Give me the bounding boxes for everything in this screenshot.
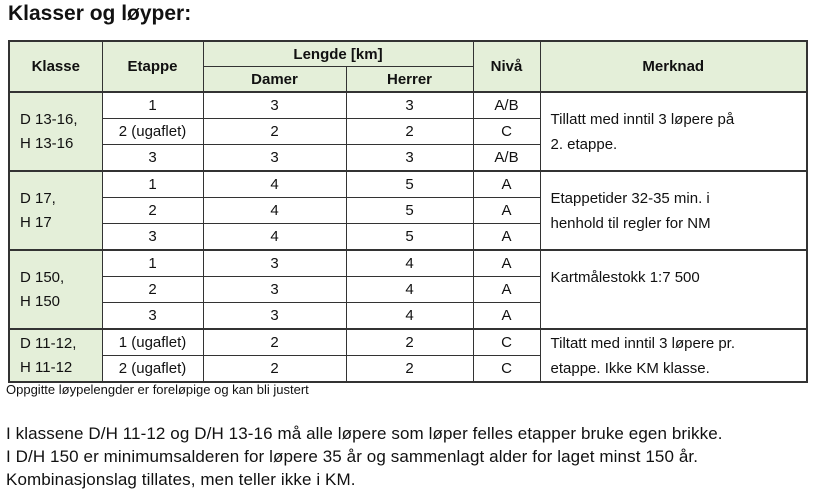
etappe-cell: 2 xyxy=(102,198,203,224)
herrer-cell: 2 xyxy=(346,329,473,356)
info-line: I D/H 150 er minimumsalderen for løpere 35 år og sammenlagt alder for laget minst 150 år. xyxy=(6,447,699,466)
klasse-line: H 17 xyxy=(20,213,52,231)
herrer-cell: 3 xyxy=(346,92,473,119)
damer-cell: 3 xyxy=(203,277,346,303)
header-herrer: Herrer xyxy=(346,67,473,93)
klasse-cell xyxy=(9,171,102,250)
header-niva: Nivå xyxy=(473,41,540,92)
niva-cell: C xyxy=(473,329,540,356)
footnote: Oppgitte løypelengder er foreløpige og kan bli justert xyxy=(6,382,309,397)
klasse-line: D 17, xyxy=(20,189,56,207)
damer-cell: 3 xyxy=(203,303,346,330)
niva-cell: A xyxy=(473,198,540,224)
info-paragraph xyxy=(6,422,723,491)
etappe-cell: 2 (ugaflet) xyxy=(102,119,203,145)
herrer-cell: 4 xyxy=(346,250,473,277)
merknad-line: henhold til regler for NM xyxy=(550,214,711,232)
klasse-cell xyxy=(9,250,102,329)
info-line: I klassene D/H 11-12 og D/H 13-16 må alle løpere som løper felles etapper bruke egen brikke. xyxy=(6,424,723,443)
etappe-cell: 1 xyxy=(102,250,203,277)
etappe-cell: 2 (ugaflet) xyxy=(102,356,203,383)
damer-cell: 4 xyxy=(203,171,346,198)
klasse-line: D 150, xyxy=(20,268,65,286)
table-row xyxy=(9,329,807,356)
herrer-cell: 2 xyxy=(346,356,473,383)
niva-cell: A xyxy=(473,303,540,330)
etappe-cell: 1 xyxy=(102,171,203,198)
merknad-cell xyxy=(540,250,807,329)
damer-cell: 4 xyxy=(203,224,346,251)
info-line: Kombinasjonslag tillates, men teller ikke i KM. xyxy=(6,470,356,489)
merknad-line: Tillatt med inntil 3 løpere på xyxy=(550,110,735,128)
merknad-line: Kartmålestokk 1:7 500 xyxy=(550,269,700,286)
klasse-cell xyxy=(9,92,102,171)
damer-cell: 2 xyxy=(203,119,346,145)
table-row xyxy=(9,171,807,198)
header-etappe: Etappe xyxy=(102,41,203,92)
niva-cell: C xyxy=(473,119,540,145)
damer-cell: 4 xyxy=(203,198,346,224)
table-row xyxy=(9,92,807,119)
herrer-cell: 5 xyxy=(346,198,473,224)
herrer-cell: 2 xyxy=(346,119,473,145)
klasse-cell xyxy=(9,329,102,382)
damer-cell: 3 xyxy=(203,145,346,172)
herrer-cell: 4 xyxy=(346,277,473,303)
niva-cell: A xyxy=(473,277,540,303)
klasse-line: H 11-12 xyxy=(20,358,73,376)
niva-cell: A xyxy=(473,250,540,277)
niva-cell: A xyxy=(473,171,540,198)
header-damer: Damer xyxy=(203,67,346,93)
herrer-cell: 5 xyxy=(346,171,473,198)
table-row xyxy=(9,250,807,277)
damer-cell: 3 xyxy=(203,250,346,277)
niva-cell: A xyxy=(473,224,540,251)
etappe-cell: 3 xyxy=(102,224,203,251)
page-title: Klasser og løyper: xyxy=(8,2,192,25)
niva-cell: C xyxy=(473,356,540,383)
herrer-cell: 5 xyxy=(346,224,473,251)
classes-table xyxy=(8,40,808,383)
klasse-line: D 13-16, xyxy=(20,110,78,128)
niva-cell: A/B xyxy=(473,92,540,119)
damer-cell: 2 xyxy=(203,329,346,356)
klasse-line: H 13-16 xyxy=(20,134,74,152)
etappe-cell: 1 xyxy=(102,92,203,119)
merknad-line: Etappetider 32-35 min. i xyxy=(550,189,710,207)
header-lengde: Lengde [km] xyxy=(203,41,473,67)
damer-cell: 2 xyxy=(203,356,346,383)
klasse-line: D 11-12, xyxy=(20,334,77,352)
etappe-cell: 2 xyxy=(102,277,203,303)
etappe-cell: 3 xyxy=(102,303,203,330)
merknad-line: etappe. Ikke KM klasse. xyxy=(550,359,710,377)
header-merknad: Merknad xyxy=(540,41,807,92)
niva-cell: A/B xyxy=(473,145,540,172)
herrer-cell: 4 xyxy=(346,303,473,330)
herrer-cell: 3 xyxy=(346,145,473,172)
etappe-cell: 3 xyxy=(102,145,203,172)
damer-cell: 3 xyxy=(203,92,346,119)
merknad-line: 2. etappe. xyxy=(550,135,618,153)
klasse-line: H 150 xyxy=(20,292,61,310)
merknad-cell xyxy=(540,329,807,382)
etappe-cell: 1 (ugaflet) xyxy=(102,329,203,356)
header-klasse: Klasse xyxy=(9,41,102,92)
merknad-cell xyxy=(540,171,807,250)
merknad-cell xyxy=(540,92,807,171)
merknad-line: Tiltatt med inntil 3 løpere pr. xyxy=(550,334,736,352)
